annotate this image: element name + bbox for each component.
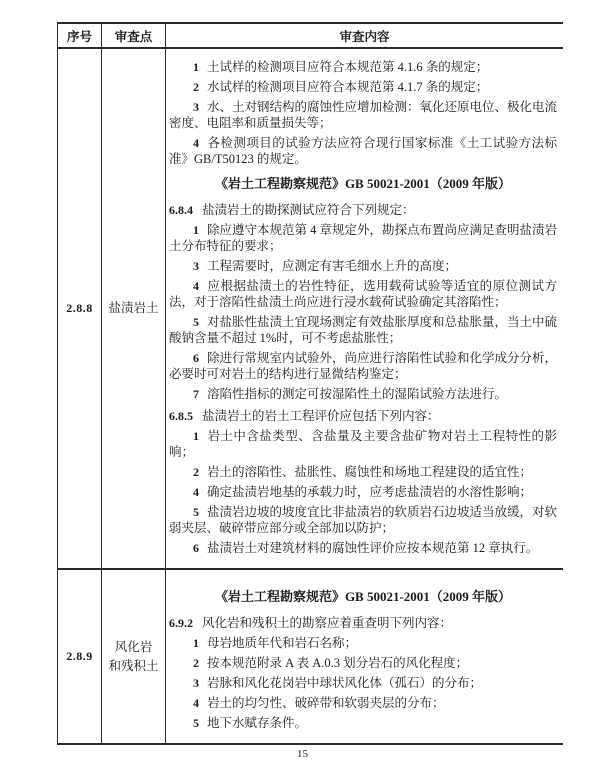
item-text: 溶陷性指标的测定可按湿陷性土的湿陷试验方法进行。 [207, 387, 508, 401]
item-number: 5 [193, 716, 199, 730]
item-text: 工程需要时，应测定有害毛细水上升的高度； [207, 259, 458, 273]
item-number: 4 [193, 696, 199, 710]
header-review-point: 审查点 [102, 24, 166, 47]
item-number: 4 [193, 279, 199, 293]
item-paragraph [169, 314, 557, 346]
item-text: 各检测项目的试验方法应符合现行国家标准《土工试验方法标准》GB/T50123 的规定。 [169, 136, 557, 166]
item-text: 盐渍岩边坡的坡度宜比非盐渍岩的软质岩石边坡适当放缓，对软弱夹层、破碎带应部分或全部加以防护； [169, 505, 558, 535]
item-text: 除应遵守本规范第 4 章规定外，勘探点布置尚应满足查明盐渍岩土分布特征的要求； [169, 223, 558, 253]
item-number: 4 [193, 136, 199, 150]
item-number: 6.8.4 [169, 203, 193, 217]
item-text: 盐渍岩土的岩土工程评价应包括下列内容： [202, 409, 440, 423]
item-number: 3 [193, 676, 199, 690]
item-text: 岩脉和风化花岗岩中球状风化体（孤石）的分布； [207, 676, 483, 690]
review-point-label: 风化岩 [114, 639, 153, 654]
item-number: 1 [193, 636, 199, 650]
item-text: 岩土的均匀性、破碎带和软弱夹层的分布； [207, 696, 445, 710]
serial-cell [58, 49, 102, 568]
item-text: 盐渍岩土的勘探测试应符合下列规定： [202, 203, 415, 217]
item-paragraph [169, 135, 557, 167]
item-text: 应根据盐渍土的岩性特征，选用载荷试验等适宜的原位测试方法，对于溶陷性盐渍土尚应进行浸水载荷试验确定其溶陷性； [169, 279, 557, 309]
review-point-label: 和残积土 [108, 658, 159, 673]
table-row [58, 49, 563, 568]
item-text: 母岩地质年代和岩石名称； [207, 636, 358, 650]
item-text: 水、土对钢结构的腐蚀性应增加检测：氧化还原电位、极化电流密度、电阻率和质量损失等； [169, 100, 558, 130]
item-text: 水试样的检测项目应符合本规范第 4.1.7 条的规定； [207, 80, 489, 94]
item-number: 3 [193, 259, 199, 273]
review-point-cell [102, 49, 166, 568]
item-number: 3 [193, 100, 199, 114]
review-content-cell [166, 570, 563, 743]
item-paragraph [169, 540, 557, 556]
item-paragraph [169, 428, 557, 460]
item-paragraph [169, 59, 557, 75]
item-text: 盐渍岩土对建筑材料的腐蚀性评价应按本规范第 12 章执行。 [207, 541, 539, 555]
item-number: 2 [193, 656, 199, 670]
table-row [58, 568, 563, 743]
item-paragraph [169, 99, 557, 131]
item-paragraph [169, 222, 557, 254]
item-number: 1 [193, 429, 199, 443]
header-serial-number: 序号 [58, 24, 102, 47]
spec-heading: 《岩土工程勘察规范》GB 50021-2001（2009 年版） [214, 176, 512, 191]
item-number: 5 [193, 505, 199, 519]
item-number: 6 [193, 351, 199, 365]
table-header-row [58, 24, 563, 49]
page-number: 15 [297, 748, 308, 760]
item-number: 5 [193, 315, 199, 329]
item-number: 7 [193, 387, 199, 401]
item-text: 风化岩和残积土的勘察应着重查明下列内容： [202, 616, 453, 630]
item-paragraph [169, 695, 557, 711]
item-paragraph [169, 278, 557, 310]
item-text: 岩土的溶陷性、盐胀性、腐蚀性和场地工程建设的适宜性； [207, 465, 533, 479]
item-number: 1 [193, 60, 199, 74]
item-number: 4 [193, 485, 199, 499]
clause-paragraph [169, 615, 557, 631]
item-text: 对盐胀性盐渍土宜现场测定有效盐胀厚度和总盐胀量，当土中硫酸钠含量不超过 1%时，可不考虑盐胀性； [169, 315, 558, 345]
item-paragraph [169, 464, 557, 480]
item-paragraph [169, 715, 557, 731]
spec-heading: 《岩土工程勘察规范》GB 50021-2001（2009 年版） [214, 589, 512, 604]
item-text: 地下水赋存条件。 [207, 716, 308, 730]
item-text: 除进行常规室内试验外，尚应进行溶陷性试验和化学成分分析，必要时可对岩土的结构进行显微结构鉴定； [169, 351, 558, 381]
item-text: 岩土中含盐类型、含盐量及主要含盐矿物对岩土工程特性的影响； [169, 429, 557, 459]
item-paragraph [169, 79, 557, 95]
clause-paragraph [169, 202, 557, 218]
item-text: 按本规范附录 A 表 A.0.3 划分岩石的风化程度； [207, 656, 469, 670]
item-number: 6.9.2 [169, 616, 193, 630]
item-paragraph [169, 504, 557, 536]
item-paragraph [169, 386, 557, 402]
item-paragraph [169, 258, 557, 274]
item-paragraph [169, 350, 557, 382]
review-point-label: 盐渍岩土 [108, 301, 159, 315]
item-paragraph [169, 635, 557, 651]
item-paragraph [169, 655, 557, 671]
item-paragraph [169, 675, 557, 691]
item-number: 2 [193, 465, 199, 479]
serial-cell [58, 570, 102, 743]
review-content-cell [166, 49, 563, 568]
item-number: 6 [193, 541, 199, 555]
review-point-cell [102, 570, 166, 743]
item-number: 2 [193, 80, 199, 94]
item-text: 土试样的检测项目应符合本规范第 4.1.6 条的规定； [207, 60, 489, 74]
row-serial-number: 2.8.8 [66, 301, 93, 315]
item-paragraph [169, 484, 557, 500]
item-number: 1 [193, 223, 199, 237]
review-table [57, 22, 563, 745]
item-text: 确定盐渍岩地基的承载力时，应考虑盐渍岩的水溶性影响； [207, 485, 533, 499]
clause-paragraph [169, 408, 557, 424]
item-number: 6.8.5 [169, 409, 193, 423]
row-serial-number: 2.8.9 [66, 649, 93, 663]
header-review-content: 审查内容 [339, 29, 390, 44]
